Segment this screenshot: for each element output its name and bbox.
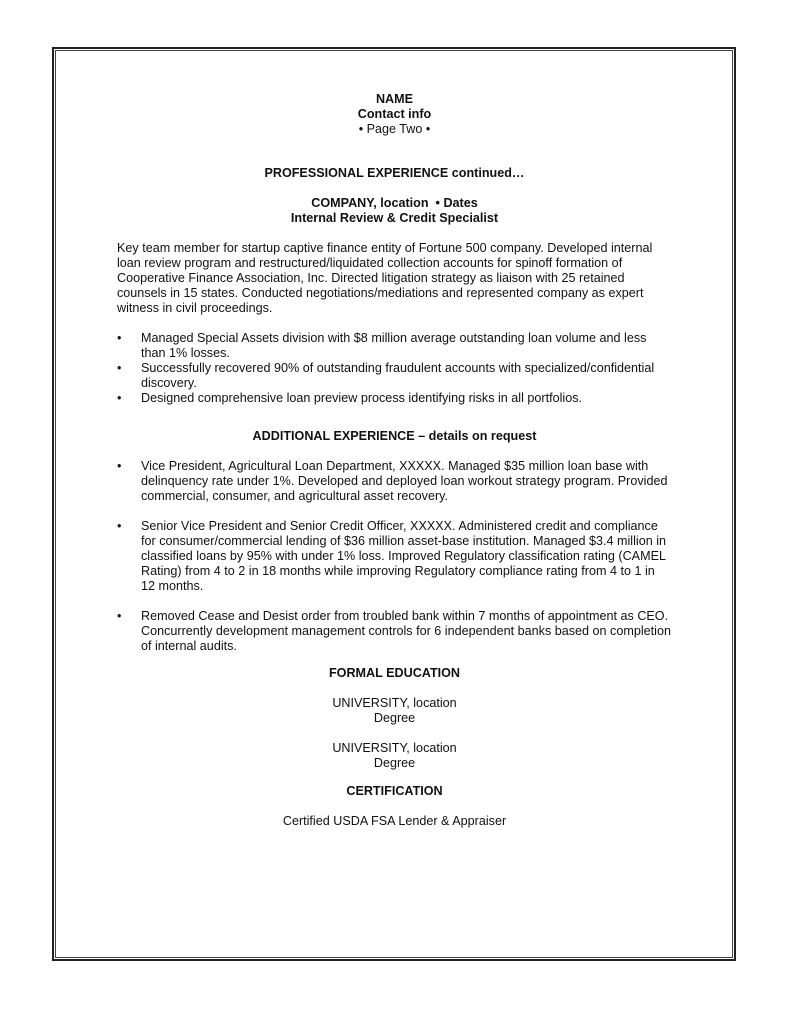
additional-experience-title: ADDITIONAL EXPERIENCE – details on request bbox=[252, 429, 537, 443]
education-title: FORMAL EDUCATION bbox=[328, 666, 461, 680]
professional-experience-title: PROFESSIONAL EXPERIENCE continued… bbox=[264, 166, 525, 180]
resume-page bbox=[117, 92, 672, 829]
certification-title: CERTIFICATION bbox=[346, 784, 443, 798]
list-item: • Removed Cease and Desist order from troubled bank within 7 months of appointment as CEO. Concurrently development management controls for 6 independent banks based on completion of internal audits. bbox=[117, 609, 672, 654]
list-item: • Senior Vice President and Senior Credit Officer, XXXXX. Administered credit and compliance for consumer/commercial lending of $36 million asset-base institution. Managed $3.4 million in classified loans by 95% with under 1% loss. Improved Regulatory classification rating (CAMEL Rating) from 4 to 2 in 18 months while improving Regulatory compliance rating from 4 to 1 in 12 months. bbox=[117, 519, 672, 594]
degree-name: Degree bbox=[373, 756, 416, 770]
school-name: UNIVERSITY, location bbox=[332, 696, 457, 710]
job-role: Internal Review & Credit Specialist bbox=[290, 211, 499, 225]
additional-bullets bbox=[117, 459, 672, 654]
resume-header bbox=[117, 92, 672, 137]
degree-name: Degree bbox=[373, 711, 416, 725]
education-entry bbox=[117, 696, 672, 726]
company-line: COMPANY, location • Dates bbox=[311, 196, 478, 210]
list-item: • Managed Special Assets division with $8 million average outstanding loan volume and less than 1% losses. bbox=[117, 331, 672, 361]
school-name: UNIVERSITY, location bbox=[332, 741, 457, 755]
candidate-name: NAME bbox=[375, 92, 414, 106]
list-item: • Successfully recovered 90% of outstanding fraudulent accounts with specialized/confidential discovery. bbox=[117, 361, 672, 391]
professional-bullets bbox=[117, 331, 672, 406]
list-item: • Designed comprehensive loan preview process identifying risks in all portfolios. bbox=[117, 391, 672, 406]
list-item: • Vice President, Agricultural Loan Department, XXXXX. Managed $35 million loan base with delinquency rate under 1%. Developed and deployed loan workout strategy program. Provided commercial, consumer, and agricultural asset recovery. bbox=[117, 459, 672, 504]
page-label: • Page Two • bbox=[358, 122, 431, 136]
education-entry bbox=[117, 741, 672, 771]
job-summary: Key team member for startup captive finance entity of Fortune 500 company. Developed internal loan review program and restructured/liquidated collection accounts for spinoff formation of Cooperative Finance Association, Inc. Directed litigation strategy as liaison with 25 retained counsels in 15 states. Conducted negotiations/mediations and represented company as expert witness in civil proceedings. bbox=[117, 241, 653, 315]
certification-text: Certified USDA FSA Lender & Appraiser bbox=[282, 814, 507, 828]
contact-info: Contact info bbox=[357, 107, 432, 121]
